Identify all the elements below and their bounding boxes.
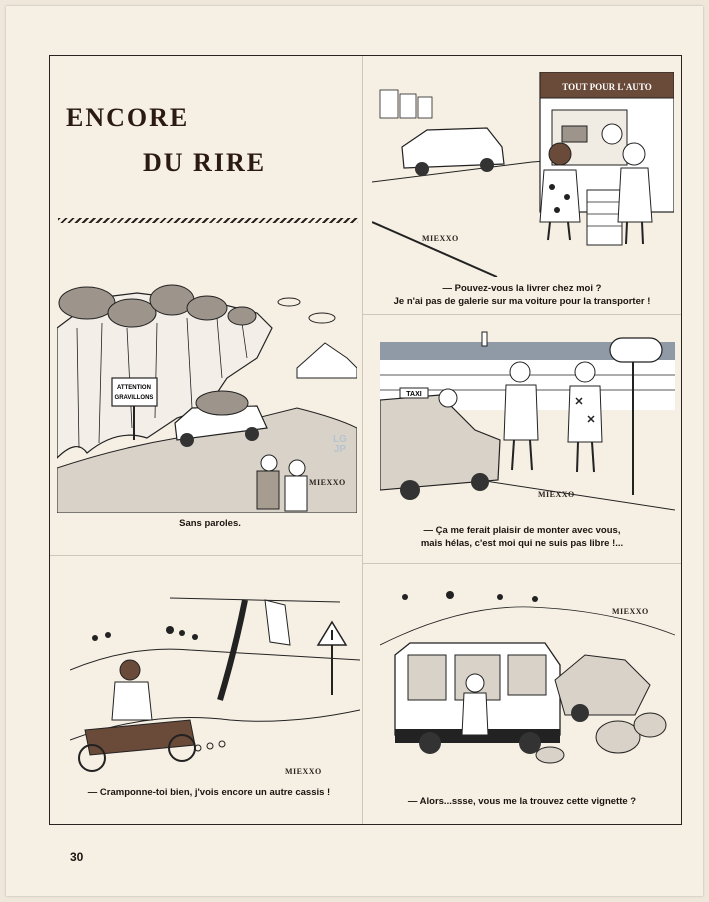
panel-shop <box>372 72 674 277</box>
caption-taxi-line1: — Ça me ferait plaisir de monter avec vous, <box>423 525 621 536</box>
panel-van <box>380 585 675 785</box>
watermark-line2: JP <box>333 444 347 455</box>
artist-signature: MIEXXO <box>309 478 346 487</box>
cliff-illustration <box>57 268 357 513</box>
policeman <box>462 674 488 735</box>
parked-car <box>402 128 504 176</box>
driver <box>439 389 457 407</box>
motorcycle-illustration <box>70 590 360 780</box>
junk-pile <box>555 655 650 722</box>
taxi-illustration <box>380 330 675 515</box>
caption-cliff: Sans paroles. <box>179 518 241 529</box>
panel-cliff <box>57 268 357 513</box>
artist-signature: MIEXXO <box>612 607 649 616</box>
taxi-sign: TAXI <box>406 391 422 398</box>
caption-shop-line2: Je n'ai pas de galerie sur ma voiture pour la transporter ! <box>393 296 651 307</box>
decorative-dashed-rule <box>58 218 358 223</box>
row-divider <box>363 314 681 315</box>
sign-gravillons: GRAVILLONS <box>114 395 154 401</box>
caption-shop <box>366 282 678 308</box>
shop-sign: TOUT POUR L'AUTO <box>562 82 652 92</box>
row-divider <box>50 555 362 556</box>
artist-signature: MIEXXO <box>285 767 322 776</box>
row-divider <box>363 563 681 564</box>
caption-taxi-line2: mais hélas, c'est moi qui ne suis pas libre !... <box>420 538 624 549</box>
page-number: 30 <box>70 850 84 864</box>
caption-taxi <box>366 524 678 550</box>
watermark-line1: LG <box>333 434 347 445</box>
caption-motorcycle: — Cramponne-toi bien, j'vois encore un autre cassis ! <box>87 787 331 798</box>
artist-signature: MIEXXO <box>422 234 459 243</box>
library-watermark <box>333 435 347 455</box>
sign-attention: ATTENTION <box>117 385 151 391</box>
page-title-line1: ENCORE <box>66 103 190 132</box>
shop-illustration <box>372 72 674 277</box>
motorcyclist <box>79 660 195 771</box>
panel-taxi <box>380 330 675 515</box>
artist-signature: MIEXXO <box>538 490 575 499</box>
panel-motorcycle <box>70 590 360 780</box>
hanging-person <box>265 600 290 645</box>
caption-van: — Alors...ssse, vous me la trouvez cette vignette ? <box>407 796 637 807</box>
column-divider <box>362 56 363 824</box>
caption-shop-line1: — Pouvez-vous la livrer chez moi ? <box>442 283 602 294</box>
page-title-line2: DU RIRE <box>143 148 267 177</box>
